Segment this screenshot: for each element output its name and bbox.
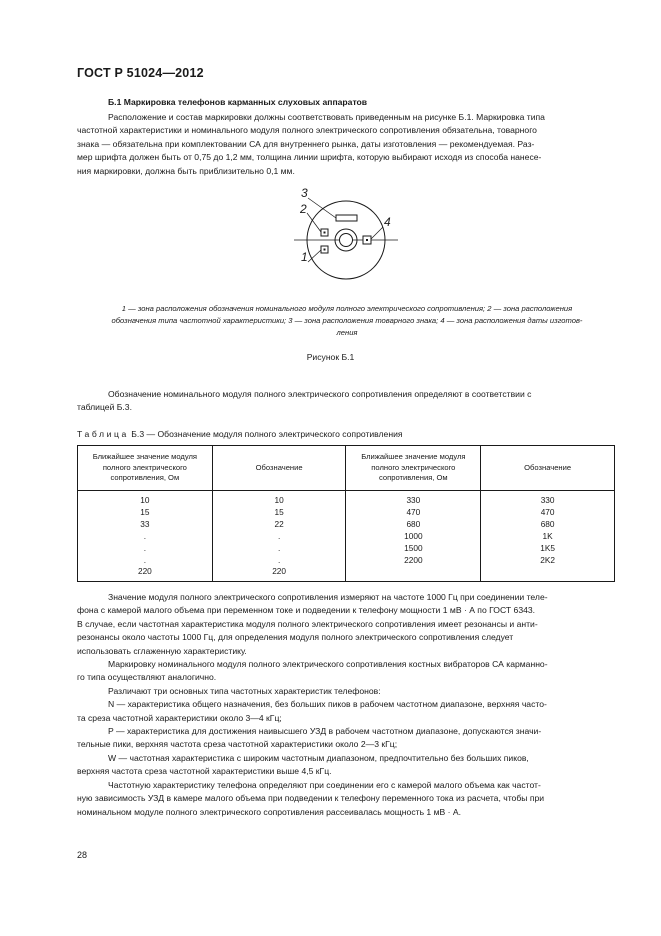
cell-value: 10 [274, 495, 284, 505]
header-designation: Обозначение [212, 446, 346, 491]
body-line: фона с камерой малого объема при переменном токе и подведении к телефону мощности 1 мВ · А по ГОСТ 6343. [77, 605, 536, 616]
cell-value: 15 [140, 506, 150, 517]
table-cell [481, 491, 615, 582]
cell-value: . [143, 530, 147, 541]
cell-value: 1K [542, 530, 553, 541]
leader-4 [371, 227, 383, 239]
cell-value: 10 [140, 495, 150, 505]
intro-line: частотной характеристики и номинального модуля полного электрического сопротивления обязательна, товарного [77, 125, 537, 136]
table-title [77, 429, 403, 439]
reference-line: таблицей Б.3. [77, 402, 132, 413]
cell-value: 2200 [404, 554, 423, 565]
body-line: Значение модуля полного электрического сопротивления измеряют на частоте 1000 Гц при соединении теле- [108, 592, 548, 602]
intro-line: мер шрифта должен быть от 0,75 до 1,2 мм, толщина линии шрифта, которую выбирают исходя из способа нанесе- [77, 152, 542, 163]
body-line: N — характеристика общего назначения, без больших пиков в рабочем частотном диапазоне, верхняя часто- [108, 699, 547, 710]
page-number: 28 [77, 850, 88, 860]
body-line: Частотную характеристику телефона определяют при соединении его с камерой малого объема как частот- [108, 779, 541, 790]
cell-value: . [143, 554, 147, 565]
cell-value: 680 [406, 518, 421, 529]
cell-value: 33 [140, 518, 150, 529]
body-line: номинальном модуле полного электрического сопротивления рассеивалась мощность 1 мВ · А. [77, 806, 461, 817]
header-line: Ближайшее значение модуля [92, 452, 198, 462]
body-line: верхняя частота среза частотной характеристики выше 4,5 кГц. [77, 766, 332, 777]
label-2: 2 [300, 202, 307, 216]
cell-value: . [277, 530, 281, 541]
cell-value: 22 [274, 518, 284, 529]
cell-value: . [277, 554, 281, 565]
cell-value: 220 [272, 566, 287, 577]
leader-2 [307, 213, 321, 232]
cell-value: 470 [406, 506, 421, 517]
header-impedance [78, 446, 213, 491]
label-1: 1 [301, 250, 308, 264]
legend-line: ления [336, 328, 358, 338]
cell-value: 15 [274, 506, 284, 517]
cell-value: 680 [540, 518, 555, 529]
body-line: использовать сглаженную характеристику. [77, 645, 247, 656]
figure-legend [80, 303, 614, 340]
zone-1-dot [324, 249, 326, 251]
header-line: полного электрического [102, 462, 187, 472]
zone-4-dot [366, 239, 368, 241]
body-line: та среза частотной характеристики около 3—4 кГц; [77, 712, 282, 723]
body-line: W — частотная характеристика с широким частотным диапазоном, предпочтительно без больших пиков, [108, 752, 529, 763]
table-cell [346, 491, 481, 582]
legend-line: обозначения типа частотной характеристики; 3 — зона расположения товарного знака; 4 — зона расположения даты изготов- [111, 316, 583, 326]
reference-paragraph [77, 388, 614, 415]
intro-line: ния маркировки, должна быть приблизительно 0,1 мм. [77, 165, 295, 176]
intro-line: Расположение и состав маркировки должны соответствовать приведенным на рисунке Б.1. Маркировка типа [108, 112, 545, 122]
cell-value: 470 [540, 506, 555, 517]
body-text [77, 591, 614, 819]
impedance-table [77, 445, 615, 582]
marking-figure [270, 184, 420, 294]
body-line: Маркировку номинального модуля полного электрического сопротивления костных вибраторов СА карманно- [108, 659, 548, 670]
header-line: полного электрического [371, 462, 456, 472]
header-impedance [346, 446, 481, 491]
body-line: резонансы около частоты 1000 Гц, для определения модуля полного электрического сопротивления следует [77, 632, 514, 643]
body-line: го типа осуществляют аналогично. [77, 672, 217, 683]
cell-value: 2K2 [540, 554, 555, 565]
zone-2-dot [324, 232, 326, 234]
cell-value: 1500 [404, 542, 423, 553]
table-title-word: Таблица [77, 429, 129, 439]
cell-value: 220 [137, 566, 152, 577]
cell-value: 1K5 [540, 542, 555, 553]
header-designation: Обозначение [481, 446, 615, 491]
document-code: ГОСТ Р 51024—2012 [77, 66, 204, 80]
legend-line: 1 — зона расположения обозначения номинального модуля полного электрического сопротивления; 2 — зона расположения [121, 304, 573, 313]
header-line: Ближайшее значение модуля [361, 452, 466, 462]
intro-paragraph [77, 111, 614, 178]
body-line: В случае, если частотная характеристика модуля полного электрического сопротивления имеет резонансы и анти- [77, 618, 538, 629]
leader-3 [308, 198, 336, 218]
label-4: 4 [384, 215, 391, 229]
reference-line: Обозначение номинального модуля полного электрического сопротивления определяют в соответствии с [108, 389, 532, 399]
body-line: P — характеристика для достижения наивысшего УЗД в рабочем частотном диапазоне, допускаются значи- [108, 726, 542, 737]
body-line: ную зависимость УЗД в камере малого объема при подведении к телефону переменного тока из расчета, чтобы при [77, 793, 545, 804]
header-line: сопротивления, Ом [110, 473, 180, 483]
zone-3-trademark [336, 215, 357, 221]
cell-value: . [277, 542, 281, 553]
cell-value: 1000 [404, 530, 423, 541]
table-header-row [78, 446, 615, 491]
intro-line: знака — обязательна при комплектовании СА для внутреннего рынка, даты изготовления — рекомендуемая. Раз- [77, 138, 535, 149]
inner-ring [340, 234, 353, 247]
body-line: Различают три основных типа частотных характеристик телефонов: [108, 685, 381, 696]
table-cell [212, 491, 346, 582]
figure-title: Рисунок Б.1 [306, 352, 355, 362]
section-title: Б.1 Маркировка телефонов карманных слуховых аппаратов [108, 97, 368, 107]
cell-value: . [143, 542, 147, 553]
label-3: 3 [301, 186, 308, 200]
cell-value: 330 [406, 495, 421, 505]
header-line: сопротивления, Ом [379, 473, 448, 483]
cell-value: 330 [540, 495, 555, 505]
body-line: тельные пики, верхняя частота среза частотной характеристики около 2—3 кГц; [77, 739, 398, 750]
table-title-text: Б.3 — Обозначение модуля полного электрического сопротивления [128, 429, 403, 439]
table-cell [78, 491, 213, 582]
table-row [78, 491, 615, 582]
